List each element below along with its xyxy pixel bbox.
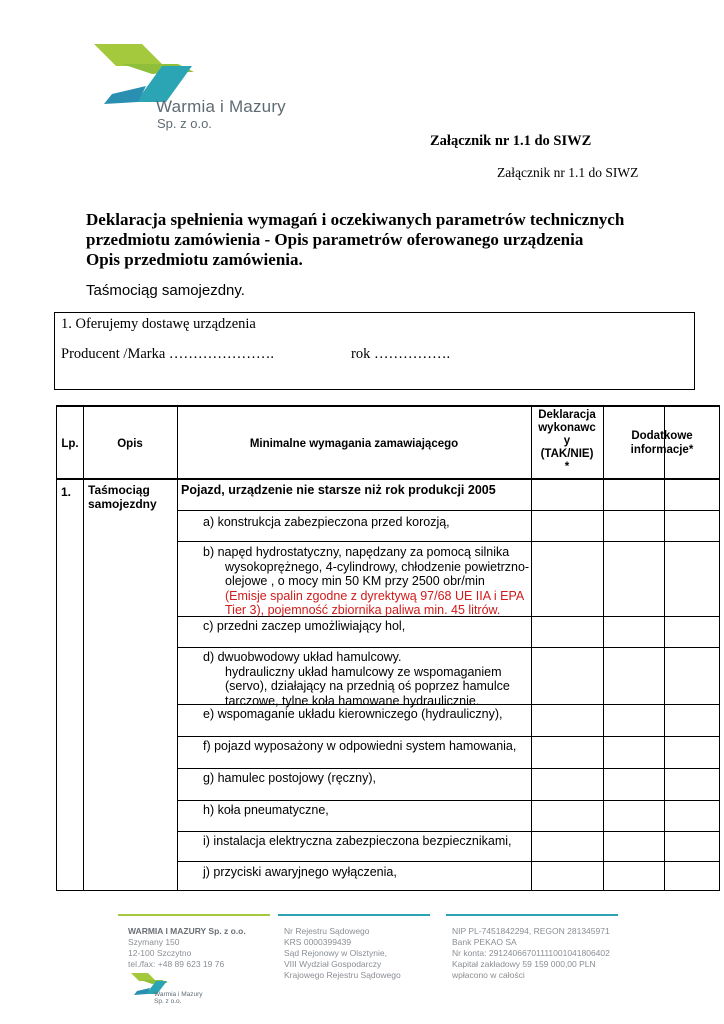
footer-line: Krajowego Rejestru Sądowego — [284, 970, 401, 980]
item-b — [203, 545, 529, 618]
footer-line: 12-100 Szczytno — [128, 948, 192, 958]
footer-line: Nr konta: 29124066701111001041806402 — [452, 948, 610, 958]
footer-company-name: WARMIA I MAZURY Sp. z o.o. — [128, 926, 246, 936]
producer-field: Producent /Marka …………………. — [61, 346, 275, 362]
header-requirements: Minimalne wymagania zamawiającego — [249, 438, 459, 450]
header-declaration-line: (TAK/NIE) — [540, 448, 594, 460]
item-b-emission-line: (Emisje spalin zgodne z dyrektywą 97/68 UE IIA i EPA — [225, 588, 525, 603]
item-i: i) instalacja elektryczna zabezpieczona bezpiecznikami, — [203, 834, 512, 848]
header-declaration-line: y — [563, 435, 571, 447]
requirements-table — [56, 405, 720, 891]
item-b-emission-line: Tier 3), pojemność zbiornika paliwa min. 45 litrów. — [225, 603, 501, 617]
footer-line: VIII Wydział Gospodarczy — [284, 959, 382, 969]
page-footer — [0, 912, 724, 1024]
row-description — [88, 483, 157, 511]
footer-line: wpłacono w całości — [452, 970, 525, 980]
offer-box — [54, 312, 695, 390]
header-declaration-line: wykonawc — [538, 422, 596, 434]
item-b-line: olejowe , o mocy min 50 KM przy 2500 obr/min — [225, 574, 485, 588]
item-d-line: tarczowe, tylne koła hamowane hydraulicznie. — [225, 693, 480, 708]
header-additional-info — [603, 429, 721, 457]
header-lp: Lp. — [61, 438, 79, 450]
item-e: e) wspomaganie układu kierowniczego (hydrauliczny), — [203, 707, 503, 721]
item-c: c) przedni zaczep umożliwiający hol, — [203, 619, 406, 633]
footer-line: Szymany 150 — [128, 937, 180, 947]
footer-logo-sub: Sp. z o.o. — [154, 998, 182, 1005]
footer-line: tel./fax: +48 89 623 19 76 — [128, 959, 225, 969]
subject-text: Taśmociąg samojezdny. — [86, 282, 245, 299]
title-line: Opis przedmiotu zamówienia. — [86, 250, 303, 269]
offer-statement: 1. Oferujemy dostawę urządzenia — [61, 316, 256, 332]
footer-logo-name: Warmia i Mazury — [154, 991, 203, 998]
footer-logo-text — [154, 991, 203, 1005]
logo-name: Warmia i Mazury — [156, 97, 286, 116]
item-d-line: (servo), działający na przednią oś poprzez hamulce — [225, 679, 510, 693]
item-g: g) hamulec postojowy (ręczny), — [203, 771, 376, 785]
footer-line: Bank PEKAO SA — [452, 937, 517, 947]
footer-line: Nr Rejestru Sądowego — [284, 926, 370, 936]
footer-registry — [284, 926, 401, 981]
logo-sub: Sp. z o.o. — [157, 116, 212, 131]
header-info-line: informacje* — [630, 444, 694, 456]
item-h: h) koła pneumatyczne, — [203, 803, 329, 817]
footer-line: Sąd Rejonowy w Olsztynie, — [284, 948, 387, 958]
item-a: a) konstrukcja zabezpieczona przed korozją, — [203, 515, 450, 529]
item-j: j) przyciski awaryjnego wyłączenia, — [203, 865, 397, 879]
logo-text — [156, 98, 286, 131]
header-opis: Opis — [117, 438, 143, 450]
item-d — [203, 650, 510, 708]
year-field: rok ……………. — [351, 346, 451, 362]
row-description-line: samojezdny — [88, 497, 157, 511]
row-description-line: Taśmociąg — [88, 483, 150, 497]
footer-bank — [452, 926, 610, 981]
footer-line: NIP PL-7451842294, REGON 281345971 — [452, 926, 610, 936]
footer-line: Kapitał zakładowy 59 159 000,00 PLN — [452, 959, 596, 969]
header-declaration — [531, 409, 603, 474]
item-d-line: d) dwuobwodowy układ hamulcowy. — [203, 650, 402, 664]
header-declaration-line: Deklaracja — [538, 409, 596, 421]
attachment-label-bold: Załącznik nr 1.1 do SIWZ — [430, 133, 592, 149]
item-d-line: hydrauliczny układ hamulcowy ze wspomaganiem — [225, 664, 502, 679]
main-requirement: Pojazd, urządzenie nie starsze niż rok produkcji 2005 — [181, 483, 496, 497]
title-line: Deklaracja spełnienia wymagań i oczekiwanych parametrów technicznych — [86, 210, 625, 229]
footer-line: KRS 0000399439 — [284, 937, 352, 947]
header-declaration-line: * — [564, 461, 570, 473]
title-line: przedmiotu zamówienia - Opis parametrów oferowanego urządzenia — [86, 230, 584, 249]
item-b-line: b) napęd hydrostatyczny, napędzany za pomocą silnika — [203, 545, 510, 559]
row-lp: 1. — [61, 485, 72, 499]
header-info-line: Dodatkowe — [631, 430, 693, 442]
item-b-line: wysokoprężnego, 4-cylindrowy, chłodzenie powietrzno- — [225, 559, 530, 574]
document-title — [86, 210, 624, 270]
footer-company — [128, 926, 246, 970]
attachment-label: Załącznik nr 1.1 do SIWZ — [497, 165, 639, 180]
item-f: f) pojazd wyposażony w odpowiedni system hamowania, — [203, 739, 517, 753]
